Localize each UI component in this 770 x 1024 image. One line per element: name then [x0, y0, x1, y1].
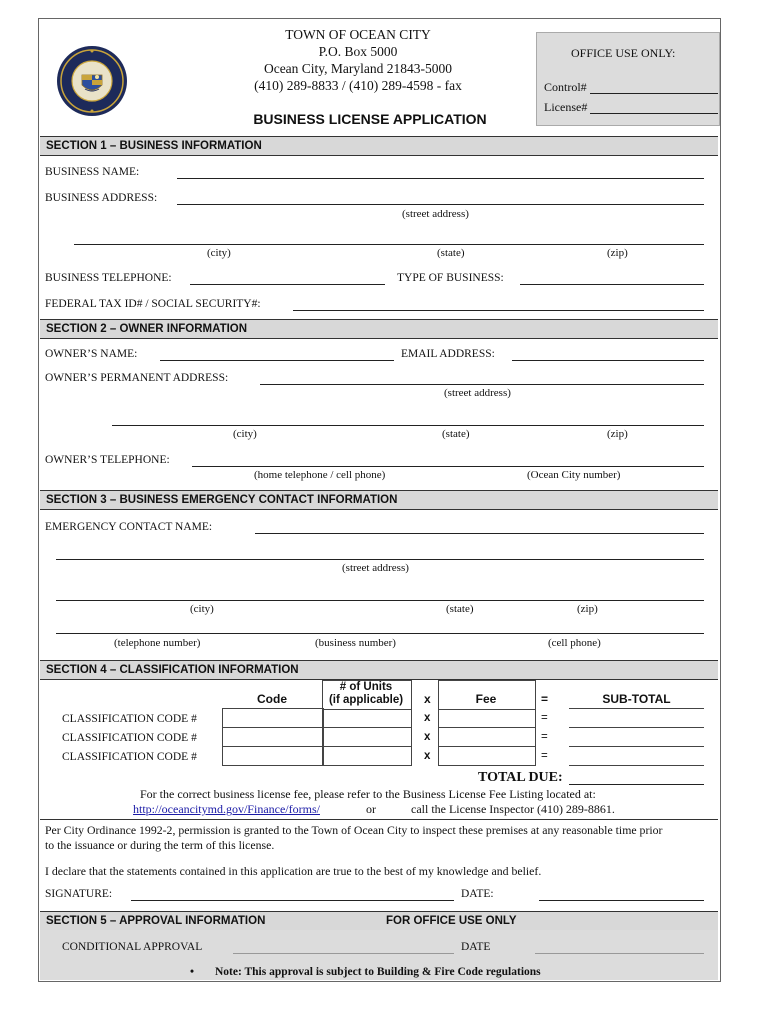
declaration: I declare that the statements contained in this application are true to the best of my knowledge and belief.: [45, 864, 542, 878]
subtotal-cell[interactable]: [569, 727, 704, 747]
fee-note: For the correct business license fee, please refer to the Business License Fee Listing located at:: [140, 787, 596, 801]
type-of-business-field[interactable]: [520, 284, 704, 285]
col-subtotal-label: SUB-TOTAL: [602, 692, 671, 706]
approval-date-field[interactable]: [535, 953, 704, 954]
approval-note: Note: This approval is subject to Building & Fire Code regulations: [215, 966, 541, 978]
owner-state-caption: (state): [442, 428, 470, 440]
owners-address-field[interactable]: [260, 384, 704, 385]
owner-street-caption: (street address): [444, 387, 511, 399]
section2-header: [40, 319, 718, 339]
emergency-city-caption: (city): [190, 603, 214, 615]
owners-address-label: OWNER’S PERMANENT ADDRESS:: [45, 372, 229, 384]
total-due-label: TOTAL DUE:: [478, 770, 563, 785]
emergency-state-caption: (state): [446, 603, 474, 615]
code-cell[interactable]: [222, 746, 324, 766]
signature-date-label: DATE:: [461, 888, 494, 900]
classification-row-label: CLASSIFICATION CODE #: [62, 713, 197, 725]
conditional-approval-label: CONDITIONAL APPROVAL: [62, 941, 203, 953]
section3-header: [40, 490, 718, 510]
business-name-field[interactable]: [177, 178, 704, 179]
or-text: or: [366, 802, 376, 816]
telephone-caption: (telephone number): [114, 637, 201, 649]
owners-telephone-field[interactable]: [192, 466, 704, 467]
section5-header: [40, 911, 718, 931]
license-field[interactable]: [590, 113, 718, 114]
section4-title: SECTION 4 – CLASSIFICATION INFORMATION: [46, 664, 299, 676]
emergency-zip-caption: (zip): [577, 603, 598, 615]
owners-name-field[interactable]: [160, 360, 394, 361]
code-cell[interactable]: [222, 708, 324, 728]
col-code-label: Code: [257, 692, 287, 706]
office-use-title: OFFICE USE ONLY:: [571, 46, 676, 60]
business-name-label: BUSINESS NAME:: [45, 166, 140, 178]
col-fee-label: Fee: [475, 692, 497, 706]
oc-number-caption: (Ocean City number): [527, 469, 621, 481]
owners-telephone-label: OWNER’S TELEPHONE:: [45, 454, 170, 466]
units-cell[interactable]: [322, 727, 412, 747]
equals-sign: =: [541, 712, 548, 724]
po-box: P.O. Box 5000: [318, 44, 398, 59]
business-address-field[interactable]: [177, 204, 704, 205]
subtotal-cell[interactable]: [569, 746, 704, 766]
total-due-field[interactable]: [569, 784, 704, 785]
fee-link[interactable]: http://oceancitymd.gov/Finance/forms/: [133, 802, 320, 816]
federal-tax-label: FEDERAL TAX ID# / SOCIAL SECURITY#:: [45, 298, 261, 310]
bullet-icon: •: [190, 966, 195, 978]
classification-row-label: CLASSIFICATION CODE #: [62, 751, 197, 763]
email-field[interactable]: [512, 360, 704, 361]
section5-title: SECTION 5 – APPROVAL INFORMATION: [46, 915, 266, 927]
business-number-caption: (business number): [315, 637, 396, 649]
section1-title: SECTION 1 – BUSINESS INFORMATION: [46, 140, 262, 152]
fee-cell[interactable]: [438, 708, 536, 728]
col-units-label-2: (if applicable): [328, 694, 404, 706]
form-title: BUSINESS LICENSE APPLICATION: [253, 111, 487, 127]
cell-phone-caption: (cell phone): [548, 637, 601, 649]
zip-caption: (zip): [607, 247, 628, 259]
phone-fax: (410) 289-8833 / (410) 289-4598 - fax: [254, 78, 462, 93]
ordinance-line-2: to the issuance or during the term of this license.: [45, 838, 275, 852]
business-telephone-label: BUSINESS TELEPHONE:: [45, 272, 172, 284]
classification-row-label: CLASSIFICATION CODE #: [62, 732, 197, 744]
col-eq: =: [541, 692, 549, 706]
fee-cell[interactable]: [438, 746, 536, 766]
units-cell[interactable]: [322, 746, 412, 766]
call-inspector: call the License Inspector (410) 289-8861.: [411, 802, 615, 816]
emergency-street-caption: (street address): [342, 562, 409, 574]
town-seal: [56, 45, 128, 117]
section3-title: SECTION 3 – BUSINESS EMERGENCY CONTACT INFORMATION: [46, 494, 398, 506]
license-label: License#: [544, 100, 588, 114]
section4-header: [40, 660, 718, 680]
owner-zip-caption: (zip): [607, 428, 628, 440]
street-address-caption: (street address): [402, 208, 469, 220]
fee-cell[interactable]: [438, 727, 536, 747]
emergency-street-field[interactable]: [56, 559, 704, 560]
seal-icon: [56, 45, 128, 117]
city-state-zip: Ocean City, Maryland 21843-5000: [263, 61, 453, 76]
code-cell[interactable]: [222, 727, 324, 747]
signature-field[interactable]: [131, 900, 454, 901]
section1-header: [40, 136, 718, 156]
home-phone-caption: (home telephone / cell phone): [254, 469, 386, 481]
equals-sign: =: [541, 750, 548, 762]
units-cell[interactable]: [322, 708, 412, 728]
signature-date-field[interactable]: [539, 900, 704, 901]
subtotal-cell[interactable]: [569, 708, 704, 728]
email-label: EMAIL ADDRESS:: [401, 348, 495, 360]
federal-tax-field[interactable]: [293, 310, 704, 311]
approval-date-label: DATE: [461, 941, 491, 953]
divider: [40, 819, 718, 820]
emergency-contact-field[interactable]: [255, 533, 704, 534]
col-x: x: [424, 692, 431, 706]
state-caption: (state): [437, 247, 465, 259]
town-name: TOWN OF OCEAN CITY: [285, 27, 431, 42]
business-address-label: BUSINESS ADDRESS:: [45, 192, 158, 204]
business-telephone-field[interactable]: [190, 284, 385, 285]
emergency-city-state-zip-field[interactable]: [56, 600, 704, 601]
office-only-label: FOR OFFICE USE ONLY: [386, 915, 517, 927]
section2-title: SECTION 2 – OWNER INFORMATION: [46, 323, 248, 335]
mult-sign: x: [424, 712, 431, 724]
owners-name-label: OWNER’S NAME:: [45, 348, 138, 360]
col-units-label-1: # of Units: [339, 681, 393, 693]
mult-sign: x: [424, 731, 431, 743]
mult-sign: x: [424, 750, 431, 762]
city-caption: (city): [207, 247, 231, 259]
control-label: Control#: [544, 80, 587, 94]
type-of-business-label: TYPE OF BUSINESS:: [397, 272, 504, 284]
signature-label: SIGNATURE:: [45, 888, 113, 900]
equals-sign: =: [541, 731, 548, 743]
conditional-approval-field[interactable]: [233, 953, 454, 954]
owner-city-state-zip-field[interactable]: [112, 425, 704, 426]
owner-city-caption: (city): [233, 428, 257, 440]
business-city-state-zip-field[interactable]: [74, 244, 704, 245]
control-field[interactable]: [590, 93, 718, 94]
ordinance-line-1: Per City Ordinance 1992-2, permission is granted to the Town of Ocean City to inspect these premises at any reasonable time prior: [45, 823, 663, 837]
emergency-contact-label: EMERGENCY CONTACT NAME:: [45, 521, 213, 533]
emergency-phones-field[interactable]: [56, 633, 704, 634]
